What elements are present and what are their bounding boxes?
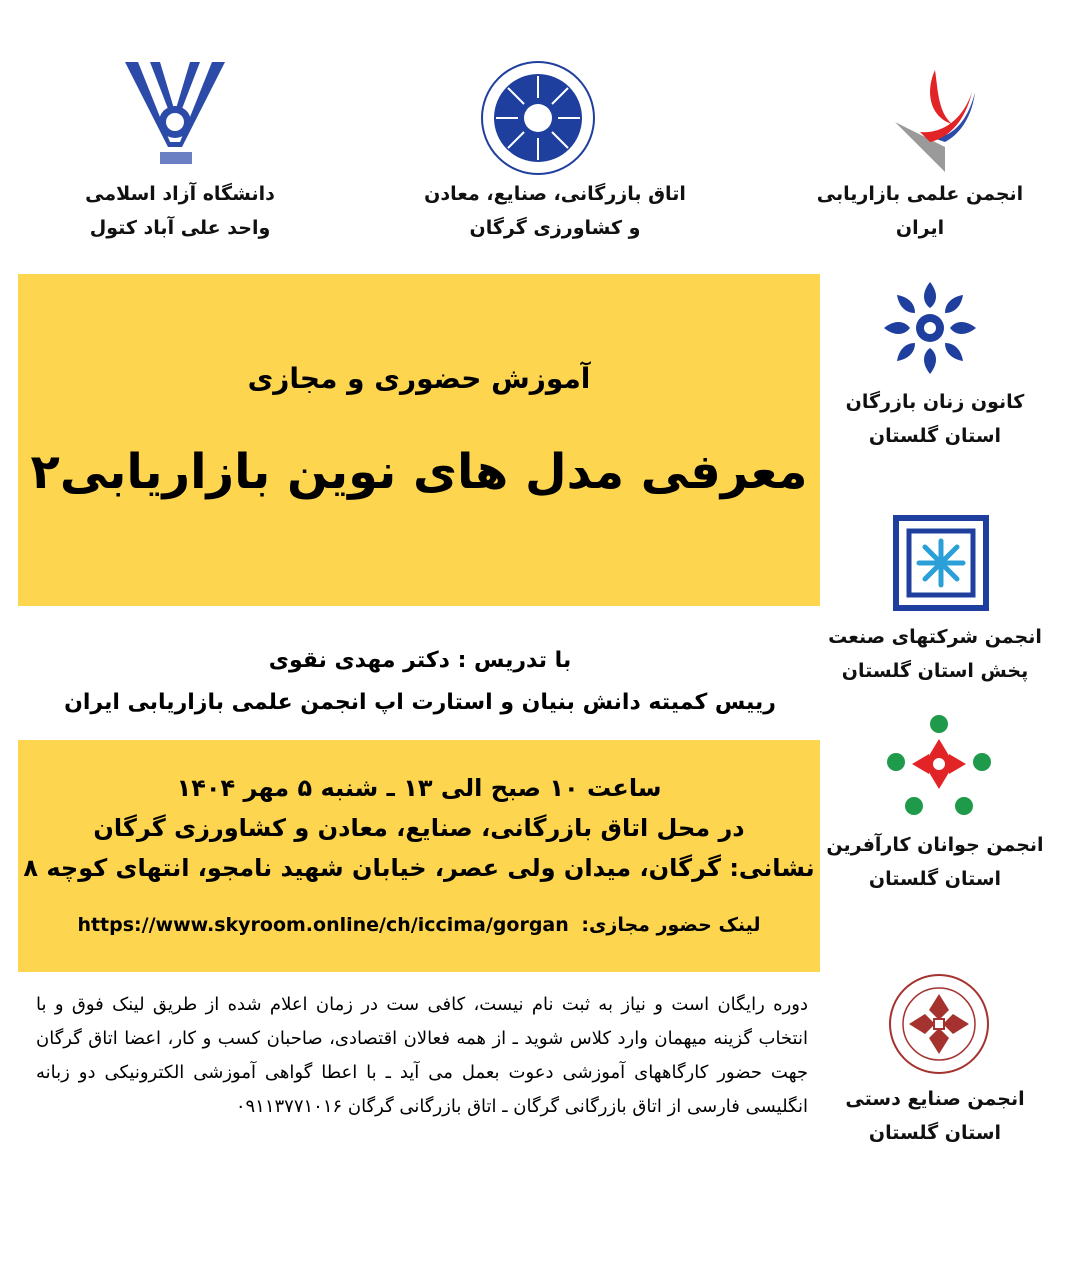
marketing-association-logo-icon (890, 62, 990, 177)
azad-university-caption (60, 177, 300, 245)
online-link-label: لینک حضور مجازی: (581, 914, 761, 936)
distribution-companies-logo (893, 515, 989, 611)
women-traders-caption-line1: کانون زنان بازرگان (845, 391, 1025, 413)
young-entrepreneurs-caption (825, 828, 1045, 896)
handicrafts-caption (825, 1082, 1045, 1150)
women-traders-caption-line2: استان گلستان (868, 425, 1002, 447)
instructor-name: با تدریس : دکتر مهدی نقوی (268, 648, 572, 673)
distribution-caption-line2: پخش استان گلستان (841, 660, 1029, 682)
azad-caption-line1: دانشگاه آزاد اسلامی (85, 183, 275, 205)
young-entrepreneurs-logo (884, 714, 994, 819)
chamber-of-commerce-logo-icon (478, 58, 598, 178)
young-entrepreneurs-caption-line1: انجمن جوانان کارآفرین (826, 834, 1044, 856)
azad-university-logo (120, 52, 230, 177)
handicrafts-caption-line1: انجمن صنایع دستی (845, 1088, 1025, 1110)
chamber-caption-line2: و کشاورزی گرگان (469, 217, 641, 239)
event-info-lines (18, 768, 820, 888)
young-entrepreneurs-caption-line2: استان گلستان (868, 868, 1002, 890)
marketing-association-logo (890, 62, 990, 177)
course-description: دوره رایگان است و نیاز به ثبت نام نیست، کافی ست در زمان اعلام شده از طریق لینک فوق و با انتخاب گزینه میهمان وارد کلاس شوید ـ از همه فعالان اقتصادی، صاحبان کسب و کار، اعضا اتاق گرگان جهت حضور کارگاههای آموزشی دعوت بعمل می آید ـ با اعطا گواهی آموزشی الکترونیکی دو زبانه انگلیسی فارسی از اتاق بازرگانی گرگان ـ اتاق بازرگانی گرگان ۰۹۱۱۳۷۷۱۰۱۶ (36, 994, 808, 1117)
chamber-caption-line1: اتاق بازرگانی، صنایع، معادن (424, 183, 686, 205)
instructor-block (40, 640, 800, 724)
chamber-caption (420, 177, 690, 245)
women-traders-logo-icon (880, 278, 980, 378)
marketing-association-caption (790, 177, 1050, 245)
banner-subtitle: آموزش حضوری و مجازی (247, 362, 591, 395)
young-entrepreneurs-logo-icon (884, 714, 994, 819)
event-info-banner (18, 740, 820, 972)
instructor-title: رییس کمیته دانش بنیان و استارت اپ انجمن علمی بازاریابی ایران (64, 690, 776, 715)
distribution-companies-caption (825, 620, 1045, 688)
handicrafts-logo (887, 972, 991, 1076)
event-venue: در محل اتاق بازرگانی، صنایع، معادن و کشاورزی گرگان (93, 814, 745, 842)
online-link-url[interactable]: https://www.skyroom.online/ch/iccima/gorgan (77, 914, 569, 936)
women-traders-logo (880, 278, 980, 378)
azad-university-logo-icon (120, 52, 230, 177)
banner-title: معرفی مدل های نوین بازاریابی۲ (30, 444, 808, 500)
distribution-companies-logo-icon (893, 515, 989, 611)
title-banner (18, 274, 820, 606)
event-time: ساعت ۱۰ صبح الی ۱۳ ـ شنبه ۵ مهر ۱۴۰۴ (176, 774, 662, 802)
distribution-caption-line1: انجمن شرکتهای صنعت (828, 626, 1042, 648)
women-traders-caption (830, 385, 1040, 453)
chamber-of-commerce-logo (478, 58, 598, 178)
azad-caption-line2: واحد علی آباد کتول (89, 217, 271, 239)
online-link-row (18, 914, 820, 936)
handicrafts-logo-icon (887, 972, 991, 1076)
marketing-caption-line1: انجمن علمی بازاریابی ایران (816, 183, 1024, 239)
handicrafts-caption-line2: استان گلستان (868, 1122, 1002, 1144)
event-address: نشانی: گرگان، میدان ولی عصر، خیابان شهید نامجو، انتهای کوچه ۸ (23, 854, 815, 882)
